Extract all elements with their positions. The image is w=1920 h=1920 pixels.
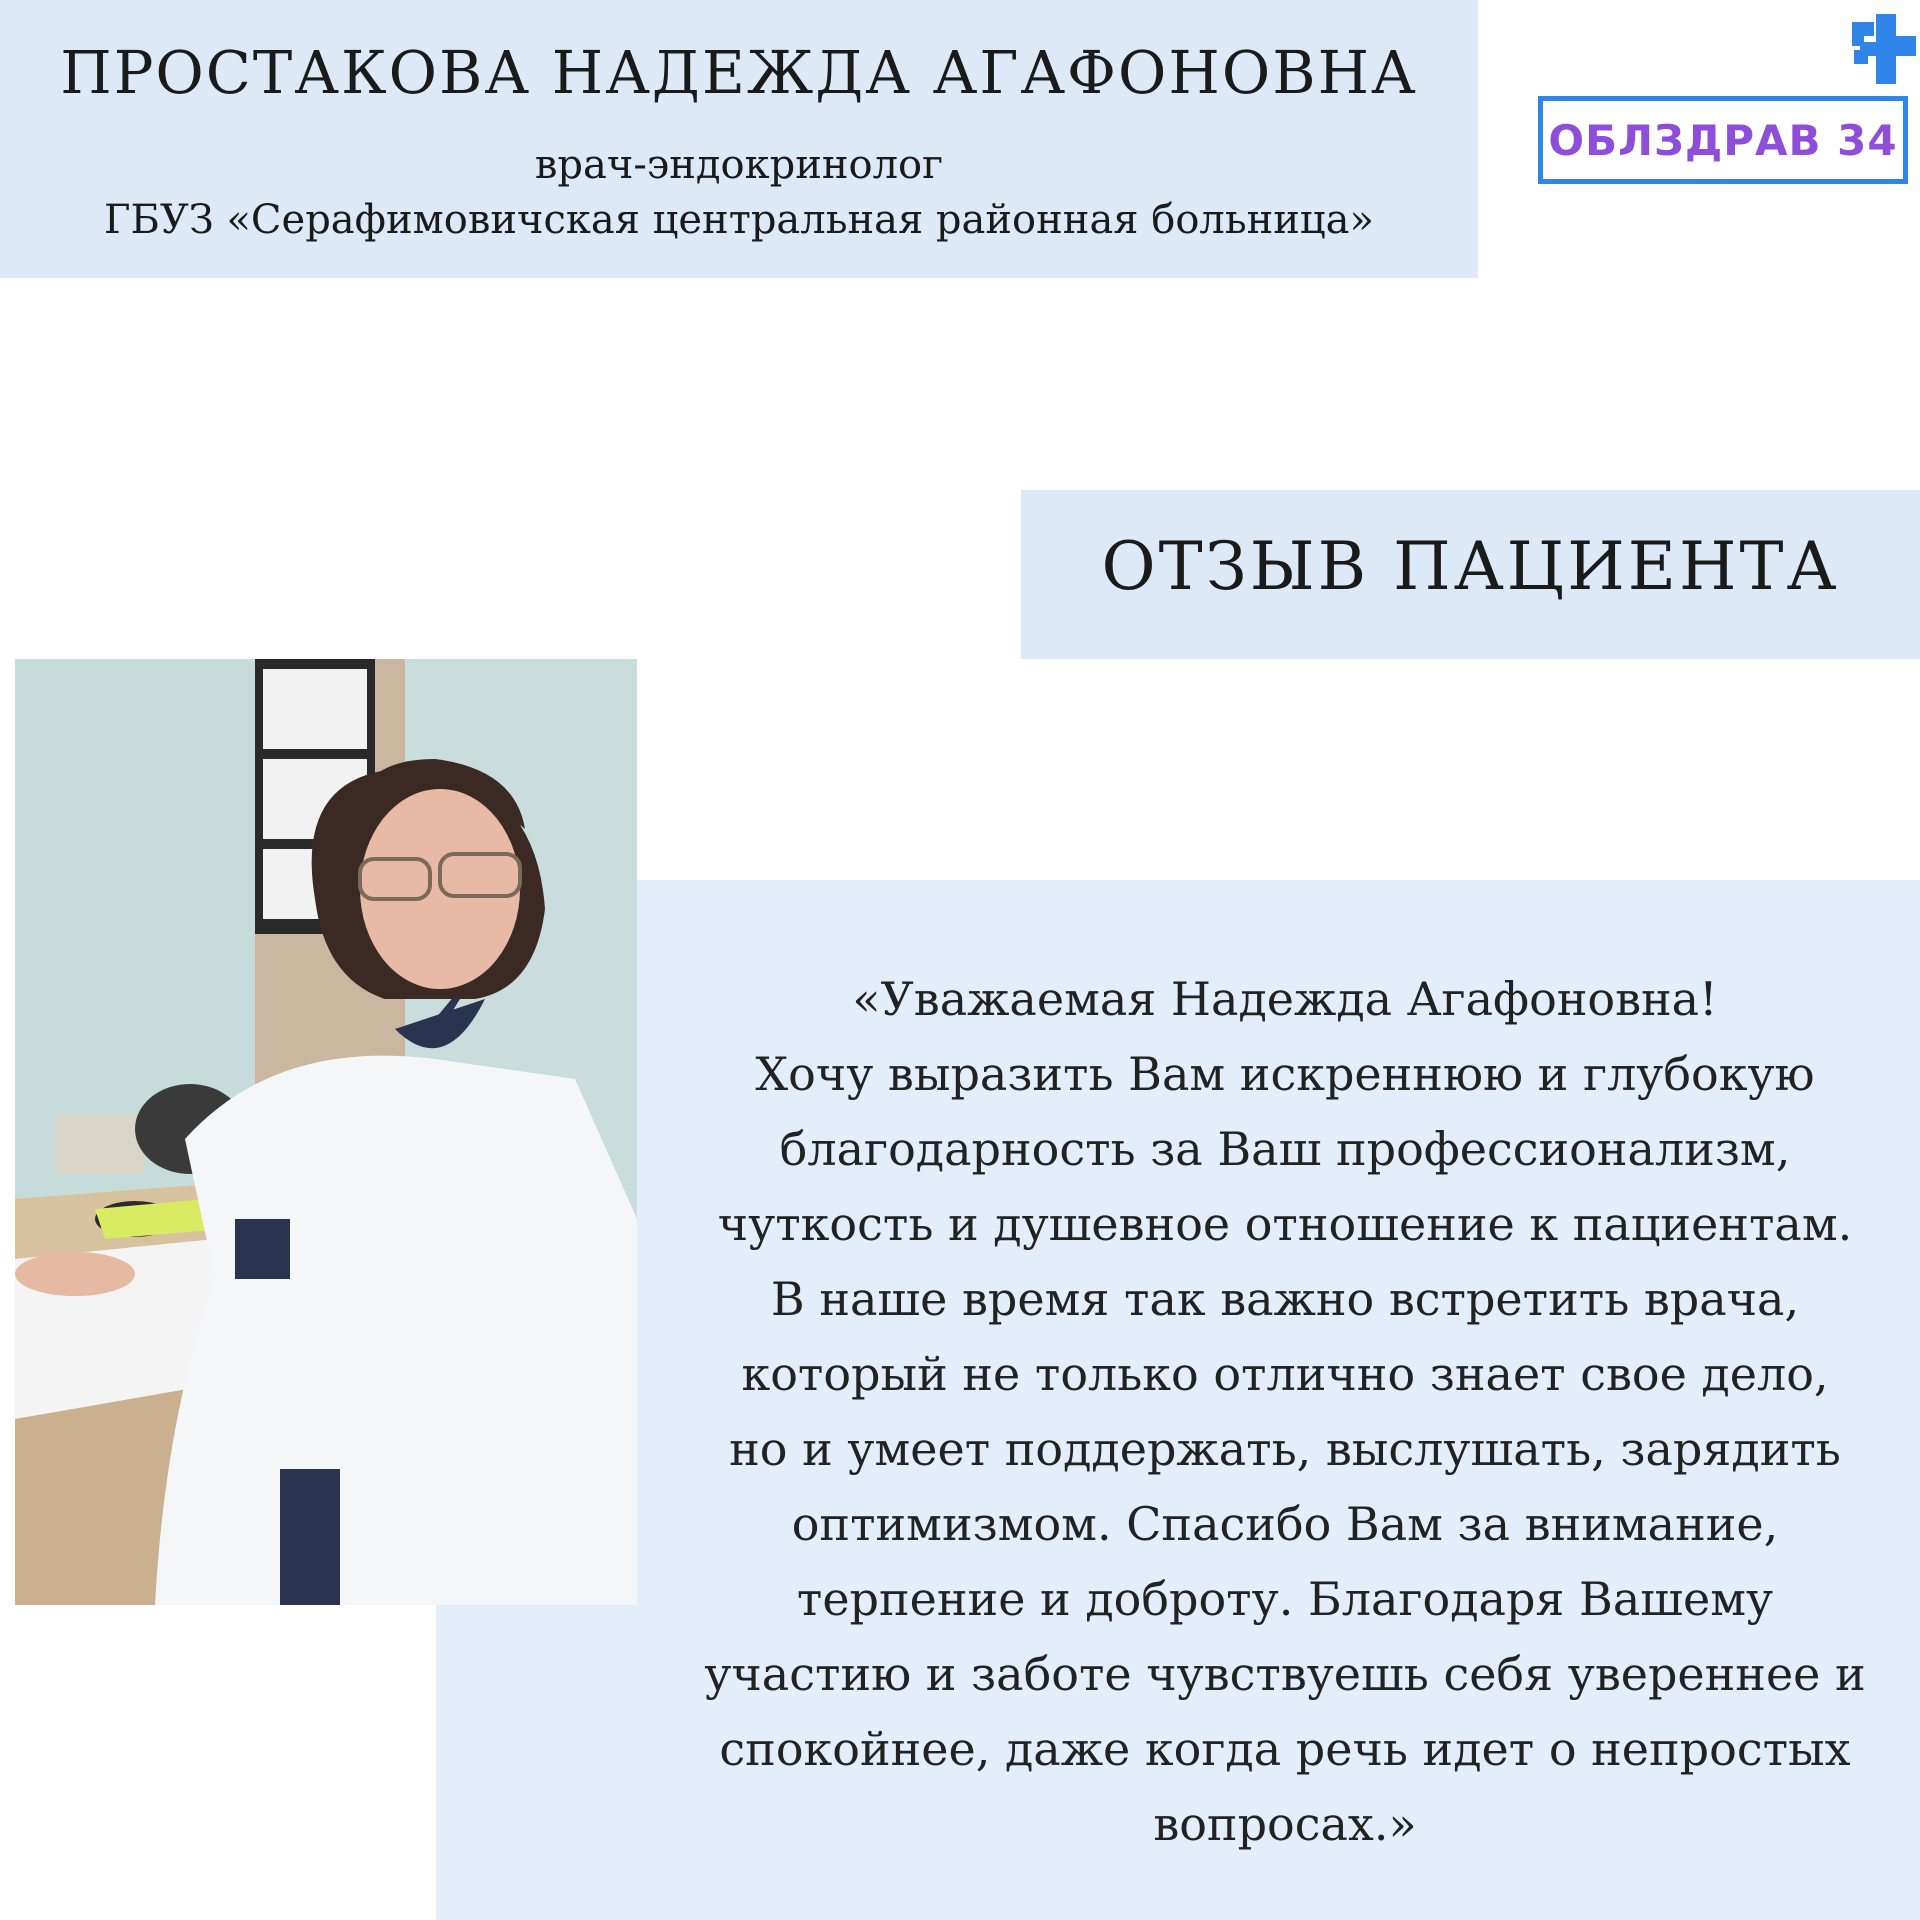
review-line: чуткость и душевное отношение к пациентам. bbox=[717, 1197, 1853, 1251]
medical-cross-icon bbox=[1824, 14, 1916, 84]
review-line: Хочу выразить Вам искреннюю и глубокую bbox=[755, 1047, 1815, 1101]
review-title: ОТЗЫВ ПАЦИЕНТА bbox=[1101, 528, 1840, 605]
review-line: благодарность за Ваш профессионализм, bbox=[779, 1122, 1791, 1176]
review-line: спокойнее, даже когда речь идет о непростых bbox=[719, 1722, 1851, 1776]
review-text bbox=[700, 962, 1870, 1862]
oblzdrav-logo bbox=[1538, 96, 1908, 184]
doctor-name: ПРОСТАКОВА НАДЕЖДА АГАФОНОВНА bbox=[60, 38, 1418, 107]
logo-text: ОБЛЗДРАВ 34 bbox=[1548, 115, 1898, 165]
review-line: терпение и доброту. Благодаря Вашему bbox=[796, 1572, 1774, 1626]
review-line: оптимизмом. Спасибо Вам за внимание, bbox=[791, 1497, 1779, 1551]
review-line: В наше время так важно встретить врача, bbox=[770, 1272, 1800, 1326]
doctor-photo bbox=[15, 659, 637, 1605]
review-line: но и умеет поддержать, выслушать, зарядить bbox=[729, 1422, 1841, 1476]
doctor-role: врач-эндокринолог bbox=[534, 142, 944, 188]
review-line: вопросах.» bbox=[1153, 1797, 1417, 1851]
review-line: который не только отлично знает свое дело, bbox=[741, 1347, 1829, 1401]
review-line: участию и заботе чувствуешь себя увереннее и bbox=[704, 1647, 1866, 1701]
review-line: «Уважаемая Надежда Агафоновна! bbox=[852, 972, 1718, 1026]
hospital-name: ГБУЗ «Серафимовичская центральная районная больница» bbox=[104, 197, 1374, 243]
